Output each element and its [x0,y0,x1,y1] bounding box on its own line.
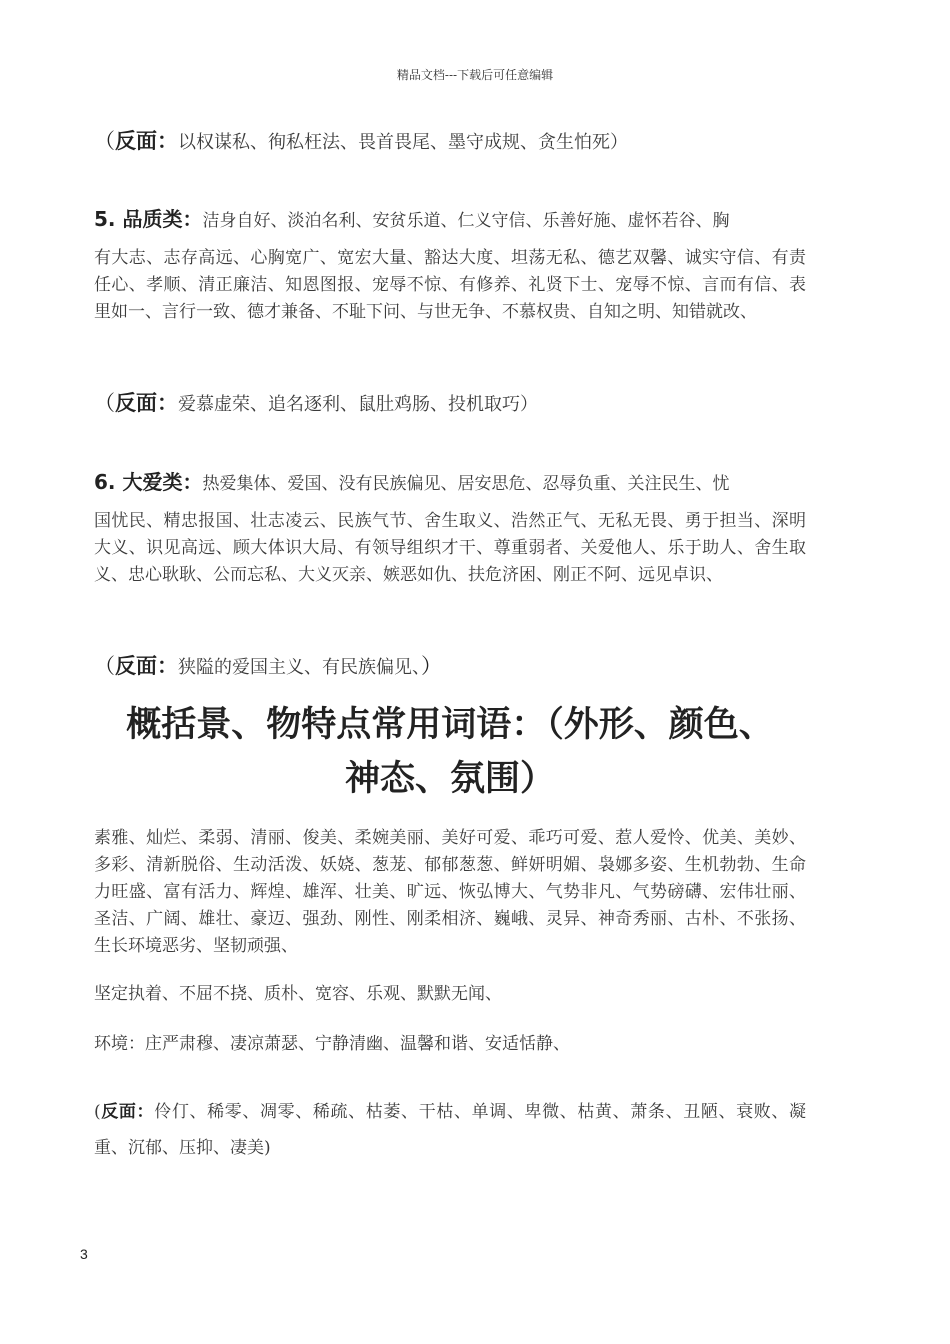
words-paragraph-1: 素雅、灿烂、柔弱、清丽、俊美、柔婉美丽、美好可爱、乖巧可爱、惹人爱怜、优美、美妙、多彩、清新脱俗、生动活泼、妖娆、葱茏、郁郁葱葱、鲜妍明媚、袅娜多姿、生机勃勃、生命力旺盛、富有活力、辉煌、雄浑、壮美、旷远、恢弘博大、气势非凡、气势磅礴、宏伟壮丽、圣洁、广阔、雄壮、豪迈、强劲、刚性、刚柔相济、巍峨、灵异、神奇秀丽、古朴、不张扬、生长环境恶劣、坚韧顽强、 [94,828,806,956]
fan-mian-label: 反面： [115,654,178,678]
section-first-text: 热爱集体、爱国、没有民族偏见、居安思危、忍辱负重、关注民生、忧 [202,474,730,494]
section-heading: 5. 品质类： [94,207,203,231]
close-paren: ) [264,1138,271,1158]
main-heading-line-2: 神态、氛围） [344,759,555,799]
section-heading: 6. 大爱类： [94,470,203,494]
close-paren: ） [421,654,442,678]
section-daai [94,469,806,589]
close-paren: ） [520,394,538,415]
section-body: 国忧民、精忠报国、壮志凌云、民族气节、舍生取义、浩然正气、无私无畏、勇于担当、深明大义、识见高远、顾大体识大局、有领导组织才干、尊重弱者、关爱他人、乐于助人、舍生取义、忠心耿耿、公而忘私、大义灭亲、嫉恶如仇、扶危济困、刚正不阿、远见卓识、 [94,511,806,585]
main-heading-line-1: 概括景、物特点常用词语：（外形、颜色、 [126,705,774,745]
open-paren: ( [94,1102,101,1122]
page-header: 精品文档---下载后可任意编辑 [396,68,554,82]
fan-mian-paragraph-4 [94,1094,806,1166]
fan-mian-text: 伶仃、稀零、凋零、稀疏、枯萎、干枯、单调、卑微、枯黄、萧条、丑陋、衰败、凝重、沉郁、压抑、凄美 [94,1102,807,1158]
page-number: 3 [80,1246,88,1262]
section-first-line [94,469,806,498]
fan-mian-label: 反面： [100,1102,155,1122]
fan-mian-label: 反面： [115,129,178,153]
fan-mian-label: 反面： [115,391,178,415]
fan-mian-line-2 [94,390,806,418]
open-paren: （ [94,129,115,153]
section-pinzhi [94,206,806,326]
close-paren: ） [610,132,628,153]
section-first-text: 洁身自好、淡泊名利、安贫乐道、仁义守信、乐善好施、虚怀若谷、胸 [202,211,730,231]
section-first-line [94,206,806,235]
fan-mian-line-1 [94,128,806,156]
section-body: 有大志、志存高远、心胸宽广、宽宏大量、豁达大度、坦荡无私、德艺双馨、诚实守信、有责任心、孝顺、清正廉洁、知恩图报、宠辱不惊、有修养、礼贤下士、宠辱不惊、言而有信、表里如一、言行一致、德才兼备、不耻下问、与世无争、不慕权贵、自知之明、知错就改、 [94,248,806,322]
main-heading [90,698,810,806]
fan-mian-text: 狭隘的爱国主义、有民族偏见、 [178,657,421,678]
fan-mian-line-3 [94,653,806,681]
open-paren: （ [94,391,115,415]
words-paragraph-2: 坚定执着、不屈不挠、质朴、宽容、乐观、默默无闻、 [94,984,502,1004]
fan-mian-text: 以权谋私、徇私枉法、畏首畏尾、墨守成规、贪生怕死 [178,132,610,153]
words-paragraph-3: 环境：庄严肃穆、凄凉萧瑟、宁静清幽、温馨和谐、安适恬静、 [94,1034,570,1054]
fan-mian-text: 爱慕虚荣、追名逐利、鼠肚鸡肠、投机取巧 [178,394,520,415]
open-paren: （ [94,654,115,678]
